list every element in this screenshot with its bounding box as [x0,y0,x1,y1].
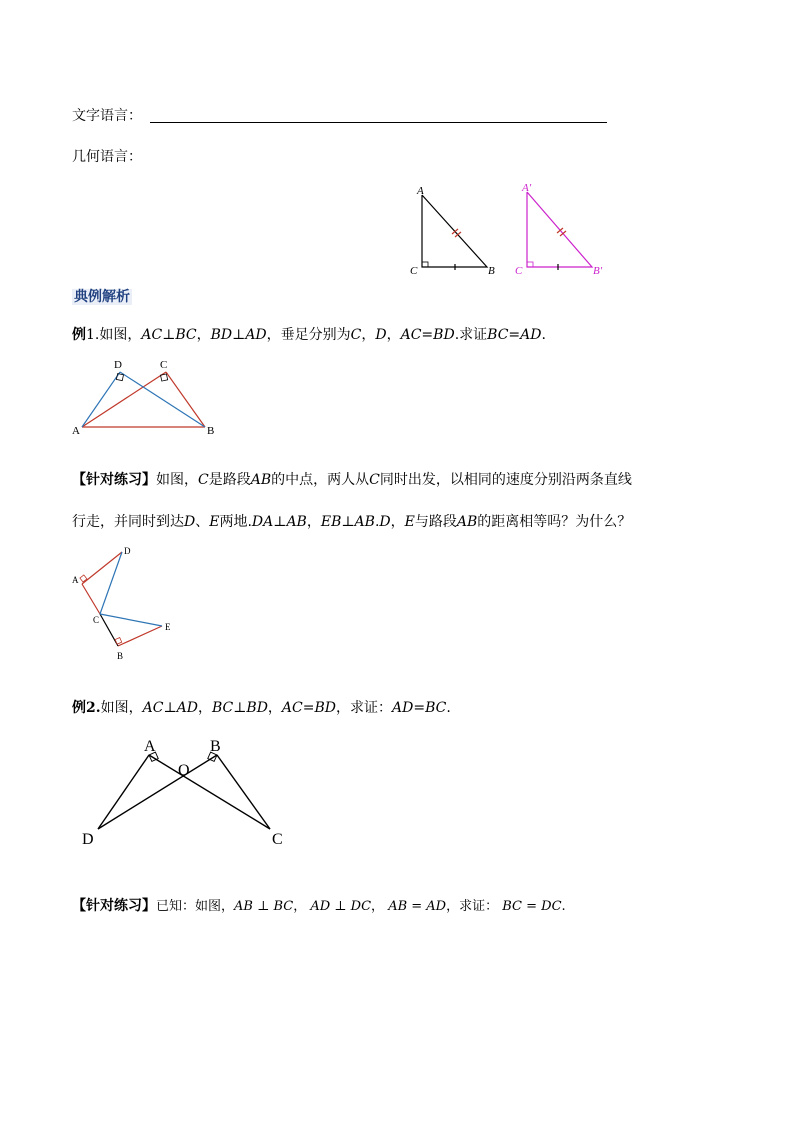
point-label-d: D [124,546,131,556]
section-heading-examples [72,287,132,307]
practice-1-figure [66,542,191,667]
math: E [209,514,220,530]
point-label-d: D [82,831,94,848]
perp-symbol: ⊥ [162,327,176,343]
math: D [379,514,391,530]
math: AB [456,514,478,530]
right-angle-mark-c1 [527,262,533,267]
text: ，求证： [446,899,499,914]
segment-ac [149,755,270,829]
math: DA [251,514,274,530]
text: 如图， [99,327,142,343]
triangle-a1b1c1-outline [527,192,592,267]
example-2-statement [72,698,451,718]
point-label-b: B [210,738,221,755]
text: 的中点，两人从 [271,472,370,488]
point-label-d: D [114,359,122,371]
perp-symbol: ⊥ [163,700,177,716]
example-label: 例 [72,327,86,343]
text: 同时出发，以相同的速度分别沿两条直线 [379,472,632,488]
point-label-c: C [93,615,100,625]
text: ， [267,700,282,716]
text: 如图， [156,472,198,488]
math: AC [141,327,163,343]
point-label-o: O [178,762,190,779]
text: 与路段 [414,514,457,530]
point-label-b: B [207,425,215,437]
practice-2-statement [72,896,566,917]
segment-ac [82,584,100,614]
text: . [374,514,380,530]
vertex-label-a-prime: A′ [522,182,532,194]
text: ， [371,899,385,914]
example-number: 2. [86,700,101,716]
math: C [350,327,362,343]
text: ， [197,700,212,716]
text: ， [361,327,376,343]
math: BD [246,700,268,716]
example-number: 1. [86,327,100,343]
text: ， [306,514,321,530]
text: 的距离相等吗？为什么？ [477,514,632,530]
text: ， [386,327,401,343]
segment-bd [98,755,217,829]
point-label-b: B [117,651,124,661]
vertex-label-b-prime: B′ [593,265,603,277]
practice-label: 【针对练习】 [72,472,156,488]
math: BC = DC [502,899,562,914]
right-angle-mark-c [422,262,428,267]
vertex-label-a: A [417,185,424,197]
text: ， [390,514,405,530]
math: C [198,472,209,488]
perp-symbol: ⊥ [341,514,355,530]
math: BD [210,327,233,343]
math: AC [142,700,164,716]
math: AD=BC [392,700,447,716]
point-label-a: A [144,738,156,755]
geometry-language-label: 几何语言： [72,149,142,165]
example-1-statement [72,325,546,345]
math: AB ⊥ BC [234,899,294,914]
segment-ce [100,614,162,626]
triangle-abc-outline [422,195,487,267]
perp-symbol: ⊥ [232,327,246,343]
text: 已知：如图， [156,899,235,914]
congruent-right-triangles-figure [400,178,620,278]
text: ，垂足分别为 [266,327,351,343]
math: D [375,327,387,343]
segment-bc [217,755,270,829]
example-2-figure [76,730,296,850]
point-label-a: A [72,425,80,437]
vertex-label-b: B [488,265,495,277]
triangle-a1b1c1 [515,182,603,277]
vertex-label-c-prime: C [515,265,523,277]
text-language-label: 文字语言： [72,108,142,124]
answer-blank-line[interactable] [150,122,607,123]
math: AB [354,514,375,530]
right-angle-mark-c [161,374,168,381]
text: .求证 [454,327,488,343]
text: . [541,327,546,343]
vertex-label-c: C [410,265,418,277]
perp-symbol: ⊥ [233,700,247,716]
segment-cb [100,614,118,646]
text: 是路段 [208,472,251,488]
text: 行走，并同时到达 [72,514,184,530]
math: AD ⊥ DC [310,899,372,914]
text: ，求证： [336,700,392,716]
segment-ad [98,755,149,829]
example-1-figure [68,355,228,440]
math: AC=BD [281,700,336,716]
practice-1-line-2 [72,512,631,532]
math: BC=AD [487,327,542,343]
section-heading-text: 典例解析 [74,289,130,305]
point-label-c: C [160,359,168,371]
point-label-c: C [272,831,283,848]
text: ， [293,899,307,914]
math: AB [286,514,307,530]
segment-ad [82,372,120,427]
text: . [561,899,566,914]
example-label: 例 [72,700,86,716]
point-label-e: E [165,622,171,632]
text: 如图， [100,700,143,716]
practice-1-line-1 [72,470,632,490]
math: EB [320,514,342,530]
text: 、 [195,514,210,530]
segment-db [120,372,205,427]
math: AB [250,472,272,488]
math: AD [245,327,267,343]
text: . [446,700,451,716]
math: AC=BD [400,327,455,343]
right-angle-mark-d [116,374,123,381]
text: 两地. [219,514,252,530]
perp-symbol: ⊥ [273,514,287,530]
segment-cb [166,372,205,427]
math: C [369,472,380,488]
segment-ac [82,372,166,427]
math: BC [175,327,197,343]
point-label-a: A [72,575,79,585]
math: D [184,514,196,530]
text: ， [196,327,211,343]
segment-be [118,626,162,646]
practice-label: 【针对练习】 [72,898,156,914]
math: BC [211,700,234,716]
triangle-abc [410,185,495,277]
math: E [404,514,415,530]
math: AD [176,700,198,716]
math: AB = AD [388,899,447,914]
